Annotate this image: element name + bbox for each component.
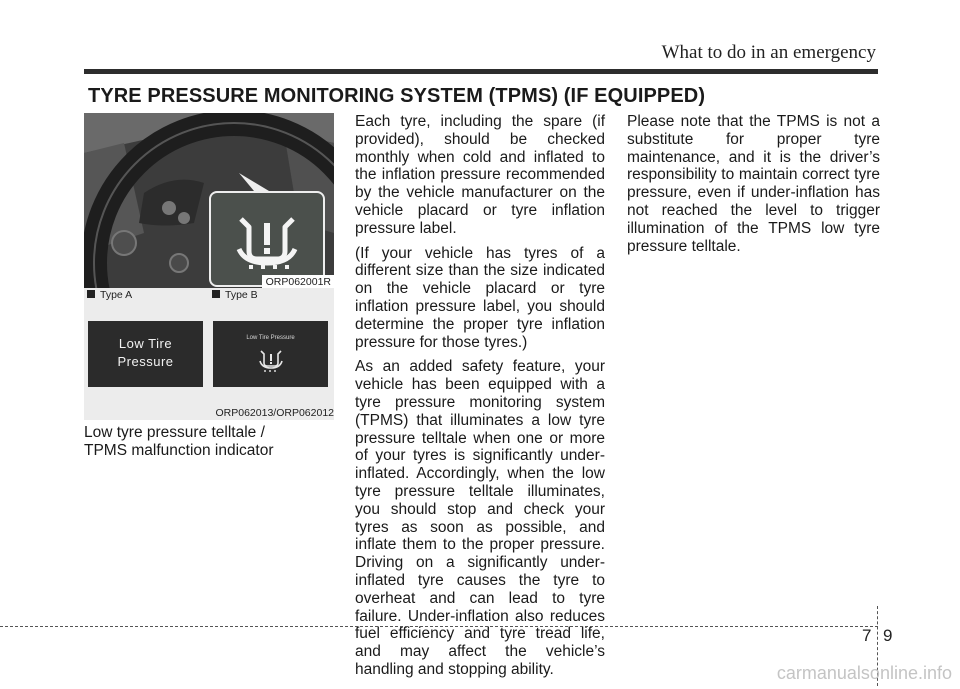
header-rule xyxy=(84,69,878,74)
cluster-types-figure xyxy=(84,288,334,420)
photo-figure-code: ORP062001R xyxy=(262,275,334,288)
figure-caption: Low tyre pressure telltale / TPMS malfunction indicator xyxy=(84,424,274,459)
paragraph: Please note that the TPMS is not a substitute for proper tyre maintenance, and it is the driver’s responsibility to maintain correct tyre pressure, even if under-inflation has not reached the level to trigger illumination of the TPMS low tyre pressure telltale. xyxy=(627,113,880,255)
paragraph: As an added safety feature, your vehicle has been equipped with a tyre pressure monitoring system (TPMS) that illuminates a low tyre pressure telltale when one or more of your tyres is significantly under-inflated. Accordingly, when the low tyre pressure telltale illuminates, you should stop and check your tyres as soon as possible, and inflate them to the proper pressure. Driving on a significantly under-inflated tyre causes the tyre to overheat and can lead to tyre failure. Under-inflation also reduces fuel efficiency and tyre tread life, and may affect the vehicle’s handling and stopping ability. xyxy=(355,358,605,678)
tpms-warning-icon xyxy=(211,193,323,285)
running-header: What to do in an emergency xyxy=(661,42,876,63)
screen-b-message: Low Tire Pressure xyxy=(246,335,295,341)
tpms-warning-icon xyxy=(257,347,285,373)
footer-rule xyxy=(0,626,878,627)
screen-a-message: Low Tire Pressure xyxy=(117,336,174,369)
paragraph: (If your vehicle has tyres of a different size than the size indicated on the vehicle placard or tyre inflation pressure label, you should determine the proper tyre inflation pressure for those tyres.) xyxy=(355,244,605,351)
cluster-screen-type-a xyxy=(88,321,203,387)
body-column-2 xyxy=(355,113,605,686)
tpms-telltale-callout xyxy=(209,191,325,287)
dashboard-photo xyxy=(84,113,334,288)
watermark: carmanualsonline.info xyxy=(776,663,952,683)
types-figure-code: ORP062013/ORP062012 xyxy=(215,407,334,419)
type-b-label: Type B xyxy=(212,289,258,301)
paragraph: Each tyre, including the spare (if provided), should be checked monthly when cold and inflated to the inflation pressure recommended by the vehicle manufacturer on the vehicle placard or tyre inflation pressure label. xyxy=(355,113,605,237)
chapter-number: 7 xyxy=(862,626,872,645)
body-column-3 xyxy=(627,113,880,262)
cluster-screen-type-b xyxy=(213,321,328,387)
section-title: TYRE PRESSURE MONITORING SYSTEM (TPMS) (IF EQUIPPED) xyxy=(88,85,706,107)
type-a-label: Type A xyxy=(87,289,132,301)
page-number: 9 xyxy=(883,626,893,645)
black-square-icon xyxy=(212,290,220,298)
black-square-icon xyxy=(87,290,95,298)
